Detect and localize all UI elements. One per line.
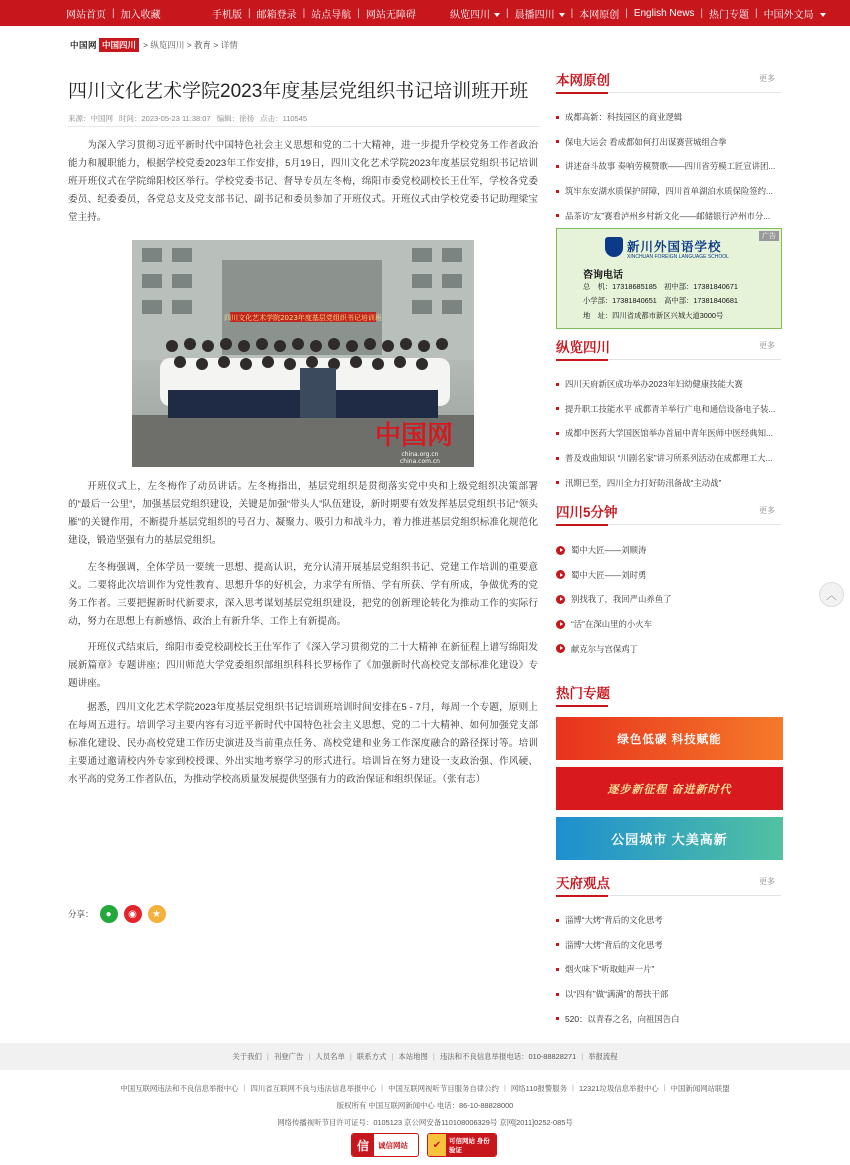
video-item[interactable]: 别找我了，我回严山养鱼了: [556, 587, 781, 612]
article-paragraph: 据悉，四川文化艺术学院2023年度基层党组织书记培训班培训时间安排在5 - 7月，每周一个专题，原则上在每周五进行。培训学习主要内容有习近平新时代中国特色社会主义思想、党的二十大精神、如何加强党支部标准化建设、民办高校党建工作历史演进及当前重点任务、高校党建和业务工作深度融合的路径探讨等。培训主要通过邀请校内外专家到校授课、外出实地考察学习的形式进行。培训旨在努力建设一支政治强、作风硬、水平高的党务工作者队伍，为推动学校高质量发展提供坚强有力的政治保证和组织保证。（张有志）: [68, 702, 538, 785]
footer-link[interactable]: 举报流程: [588, 1052, 618, 1061]
ad-address-row: 地 址：四川省成都市新区兴城大道3000号: [583, 311, 724, 320]
fivemin-list: [556, 538, 781, 661]
nav-original[interactable]: 本网原创: [579, 9, 620, 21]
more-link[interactable]: 更多: [759, 341, 775, 350]
section-title[interactable]: 纵览四川: [556, 336, 610, 356]
footer-link[interactable]: 本站地图: [398, 1052, 428, 1061]
topic-banner-new-journey[interactable]: 逐步新征程 奋进新时代: [556, 767, 783, 810]
bullet-icon: [556, 943, 559, 946]
footer-link[interactable]: 刊登广告: [273, 1052, 304, 1061]
list-item[interactable]: 普及戏曲知识 “川剧名家”讲习所系列活动在成都理工大...: [556, 446, 781, 471]
bullet-icon: [556, 1017, 559, 1020]
section-title[interactable]: 本网原创: [556, 69, 610, 89]
list-item[interactable]: 以“四有”做“满满”的帮扶干部: [556, 982, 781, 1007]
school-ad[interactable]: [556, 228, 782, 329]
list-item[interactable]: 保电大运会 看成都如何打出谋赛营城组合拳: [556, 130, 781, 155]
play-icon: [556, 644, 565, 653]
list-item[interactable]: 筑牢东安湖水质保护屏障，四川首单湖泊水质保险签约...: [556, 179, 781, 204]
bullet-icon: [556, 407, 559, 410]
bullet-icon: [556, 165, 559, 168]
list-item[interactable]: 成都中医药大学国医馆举办首届中青年医师中医经典知...: [556, 421, 781, 446]
play-icon: [556, 546, 565, 555]
photo-banner-text: 四川文化艺术学院2023年度基层党组织书记培训班: [224, 314, 382, 322]
play-icon: [556, 620, 565, 629]
article-paragraph: 左冬梅强调，全体学员一要统一思想、提高认识，充分认清开展基层党组织书记、党建工作培训的重要意义。二要将此次培训作为党性教育、思想升华的好机会，力求学有所悟、学有所获、学有所成，争做优秀的党务工作者。三要把握新时代新要求，深入思考谋划基层党组织建设，把党的创新理论转化为推动工作的实际行动，努力在思想上有新感悟、政治上有新升华、工作上有新提高。: [68, 562, 538, 627]
footer-links-top: 关于我们 | 刊登广告 | 人员名单 | 联系方式 | 本站地图 | 违法和不良信息举报电话：010-88828271 | 举报流程: [0, 1043, 850, 1070]
top-nav-right: 纵览四川 | 晨播四川 | 本网原创 | English News | 热门专题 | 中国外文局: [450, 0, 826, 26]
footer-link[interactable]: 人员名单: [315, 1052, 345, 1061]
footer-link[interactable]: 12321垃圾信息举报中心: [578, 1084, 659, 1093]
channel-logo[interactable]: 中国四川: [99, 38, 139, 52]
section-viewpoint-header: [556, 870, 781, 896]
list-item[interactable]: 汛期已至，四川全力打好防汛备战“主动战”: [556, 470, 781, 495]
top-nav-bar: [0, 0, 850, 26]
site-nav-link[interactable]: 站点导航: [311, 9, 352, 21]
trusted-check-icon: ✔: [428, 1133, 446, 1157]
favorite-star-icon[interactable]: ★: [148, 905, 166, 923]
mail-login-link[interactable]: 邮箱登录: [256, 9, 297, 21]
divider: [68, 126, 540, 127]
caret-down-icon: [820, 13, 826, 17]
article-paragraph: 为深入学习贯彻习近平新时代中国特色社会主义思想和党的二十大精神，进一步提升学校党务工作者政治能力和履职能力，根据学校党委2023年工作安排，5月19日，四川文化艺术学院2023年度基层党组织书记培训班开班仪式在学院绵阳校区举行。学校党委书记、督导专员左冬梅，绵阳市委党校副校长王仕军，学校各党委委员、纪委委员，各党总支及党支部书记、副书记和委员参加了开班仪式。开班仪式由学校党委书记助理梁宝堂主持。: [68, 140, 538, 223]
bullet-icon: [556, 457, 559, 460]
video-item[interactable]: 蜀中大匠——刘顺涛: [556, 538, 781, 563]
section-5min-header: [556, 499, 781, 525]
article-meta: [68, 113, 307, 124]
footer-link[interactable]: 网络110报警服务: [510, 1084, 568, 1093]
footer-badges: [351, 1133, 497, 1157]
footer-report-phone: 违法和不良信息举报电话：010-88828271: [439, 1052, 577, 1061]
list-item[interactable]: 四川天府新区成功举办2023年妇幼健康技能大赛: [556, 372, 781, 397]
breadcrumb-path[interactable]: > 纵览四川 > 教育 > 详情: [143, 40, 238, 50]
meta-time: 时间：2023-05-23 11:38:07: [119, 114, 211, 123]
ad-school-name: 新川外国语学校: [627, 240, 722, 254]
nav-morning[interactable]: 晨播四川: [515, 6, 565, 21]
footer-copyright: 版权所有 中国互联网新闻中心 电话：86-10-88828000: [336, 1101, 514, 1110]
nav-english[interactable]: English News: [633, 7, 695, 19]
more-link[interactable]: 更多: [759, 506, 775, 515]
bullet-icon: [556, 214, 559, 217]
viewpoint-list: [556, 908, 781, 1031]
footer-link[interactable]: 四川省互联网不良与违法信息举报中心: [250, 1084, 377, 1093]
section-sichuan-header: [556, 334, 781, 360]
watermark-en: [401, 451, 438, 458]
bullet-icon: [556, 383, 559, 386]
add-favorite-link[interactable]: 加入收藏: [120, 9, 161, 21]
top-nav-center: 手机版 | 邮箱登录 | 站点导航 | 网站无障碍: [212, 7, 416, 21]
bullet-icon: [556, 993, 559, 996]
ad-phone-row: 小学部：17381840651 高中部：17381840681: [583, 296, 738, 305]
weibo-icon[interactable]: ◉: [124, 905, 142, 923]
play-icon: [556, 595, 565, 604]
footer-link[interactable]: 关于我们: [232, 1052, 262, 1061]
article-title: 四川文化艺术学院2023年度基层党组织书记培训班开班: [68, 81, 529, 102]
site-logo[interactable]: 中国网: [70, 40, 98, 50]
nav-topics[interactable]: 热门专题: [709, 9, 750, 21]
group-photo-illustration: [132, 240, 474, 467]
list-item[interactable]: 品茶访“友”赛看泸州乡村新文化——邮储银行泸州市分...: [556, 203, 781, 228]
ad-tag: 广告: [759, 231, 779, 241]
video-item[interactable]: 蜀中大匠——刘时勇: [556, 563, 781, 588]
badge-label: 可信网站 身份验证: [446, 1133, 496, 1157]
ad-phone-row: 总 机：17318685185 初中部：17381840671: [583, 282, 738, 291]
accessibility-link[interactable]: 网站无障碍: [365, 9, 416, 21]
video-item[interactable]: 献克尔与宫保鸡丁: [556, 636, 781, 661]
top-nav-left: 网站首页 | 加入收藏: [66, 7, 161, 21]
bullet-icon: [556, 432, 559, 435]
share-bar: [68, 905, 166, 923]
section-topics-header: [556, 680, 781, 706]
mobile-link[interactable]: 手机版: [212, 9, 242, 21]
wechat-icon[interactable]: ●: [100, 905, 118, 923]
meta-source: 来源：中国网: [68, 114, 113, 123]
footer-link[interactable]: 联系方式: [356, 1052, 387, 1061]
list-item[interactable]: 淄博“大烤”背后的文化思考: [556, 908, 781, 933]
list-item[interactable]: 淄博“大烤”背后的文化思考: [556, 933, 781, 958]
section-original-header: [556, 67, 781, 93]
chevron-up-icon: ︿: [826, 589, 837, 602]
footer-link[interactable]: 中国互联网视听节目服务自律公约: [388, 1084, 499, 1093]
list-item[interactable]: 讲述奋斗故事 奏响劳模赞歌——四川省劳模工匠宣讲团...: [556, 154, 781, 179]
original-list: [556, 105, 781, 228]
school-crest-icon: [605, 237, 623, 257]
watermark-en-line: china.org.cn: [401, 451, 439, 458]
integrity-icon: 信: [352, 1133, 374, 1157]
section-title[interactable]: 热门专题: [556, 682, 610, 702]
bullet-icon: [556, 481, 559, 484]
sichuan-list: [556, 372, 781, 495]
bullet-icon: [556, 116, 559, 119]
topic-banner-park-city[interactable]: 公园城市 大美高新: [556, 817, 783, 860]
caret-down-icon: [559, 13, 565, 17]
list-item[interactable]: 提升职工技能水平 成都青羊举行广电和通信设备电子装...: [556, 397, 781, 422]
back-to-top-button[interactable]: [819, 582, 844, 607]
home-link[interactable]: 网站首页: [66, 9, 106, 21]
section-title[interactable]: 天府观点: [556, 872, 610, 892]
caret-down-icon: [494, 13, 500, 17]
article-photo: [132, 240, 474, 467]
footer-links: 中国互联网违法和不良信息举报中心 | 四川省互联网不良与违法信息举报中心 | 中国互联网视听节目服务自律公约 | 网络110报警服务 | 12321垃圾信息举报中心 | 中国新闻网站联盟: [120, 1083, 730, 1093]
section-title[interactable]: 四川5分钟: [556, 501, 618, 521]
ad-consult: 咨询电话: [583, 270, 623, 281]
nav-cicg[interactable]: 中国外文局: [764, 6, 826, 21]
watermark-en-2: china.com.cn: [400, 458, 440, 465]
watermark-cn: 中国网: [374, 421, 454, 451]
badge-label: 诚信网站: [378, 1140, 408, 1150]
integrity-site-badge[interactable]: [351, 1133, 419, 1157]
bullet-icon: [556, 140, 559, 143]
more-link[interactable]: 更多: [759, 877, 775, 886]
breadcrumb: [70, 38, 238, 52]
play-icon: [556, 570, 565, 579]
footer-license: 网络传播视听节目许可证号：0105123 京公网安备110108006329号 京网[2011]0252-085号: [277, 1118, 573, 1127]
trusted-site-badge[interactable]: [427, 1133, 497, 1157]
ad-school-en: XINCHUAN FOREIGN LANGUAGE SCHOOL: [627, 254, 729, 260]
footer-link[interactable]: 中国新闻网站联盟: [670, 1084, 730, 1093]
footer-link[interactable]: 中国互联网违法和不良信息举报中心: [120, 1084, 239, 1093]
bullet-icon: [556, 968, 559, 971]
article-paragraph: 开班仪式结束后，绵阳市委党校副校长王仕军作了《深入学习贯彻党的二十大精神 在新征程上谱写绵阳发展新篇章》专题讲座；四川师范大学党委组织部组织科科长罗杨作了《加强新时代高校党支部标准化建设》专题讲座。: [68, 642, 538, 689]
list-item[interactable]: 烟火味下“听取蛙声一片”: [556, 957, 781, 982]
share-label: 分享：: [68, 909, 94, 919]
nav-sichuan[interactable]: 纵览四川: [450, 6, 500, 21]
article-paragraph: 开班仪式上，左冬梅作了动员讲话。左冬梅指出，基层党组织是贯彻落实党中央和上级党组织决策部署的“最后一公里”，加强基层党组织建设，关键是加强“带头人”队伍建设，新时期要有效发挥基层党组织书记“领头雁”的关键作用，不断提升基层党组织的号召力、凝聚力、吸引力和战斗力，着力推进基层党组织标准化规范化建设，锻造坚强有力的基层党组织。: [68, 481, 538, 546]
bullet-icon: [556, 919, 559, 922]
topic-banner-low-carbon[interactable]: 绿色低碳 科技赋能: [556, 717, 783, 760]
more-link[interactable]: 更多: [759, 74, 775, 83]
list-item[interactable]: 520：以青春之名，向祖国告白: [556, 1006, 781, 1031]
list-item[interactable]: 成都高新：科技园区的商业逻辑: [556, 105, 781, 130]
video-item[interactable]: “活”在深山里的小火车: [556, 612, 781, 637]
bullet-icon: [556, 190, 559, 193]
meta-editor: 编辑：徐扬: [216, 114, 255, 123]
meta-clicks: 点击：110545: [260, 114, 308, 123]
